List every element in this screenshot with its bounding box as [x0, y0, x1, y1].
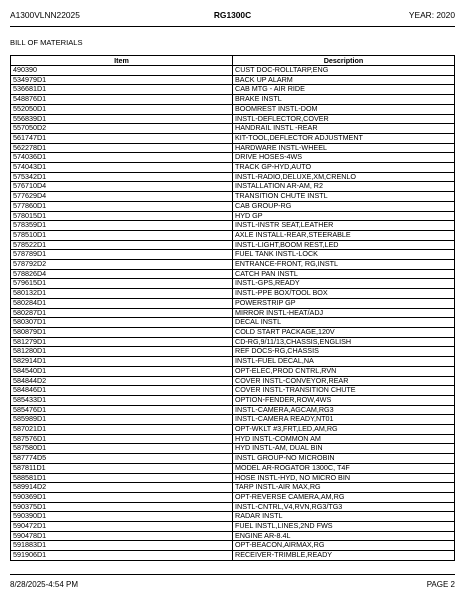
item-description-cell: CUST DOC-ROLLTARP,ENG — [233, 66, 455, 76]
item-number-cell: 490390 — [11, 66, 233, 76]
item-number-cell: 587774D5 — [11, 454, 233, 464]
table-row — [11, 541, 455, 551]
item-description-cell: REF DOCS-RG,CHASSIS — [233, 347, 455, 357]
item-description-cell: INSTL-DEFLECTOR,COVER — [233, 114, 455, 124]
item-description-cell: DRIVE HOSES-4WS — [233, 153, 455, 163]
table-row — [11, 114, 455, 124]
table-row — [11, 298, 455, 308]
item-number-cell: 587811D1 — [11, 463, 233, 473]
item-description-cell: TRANSITION CHUTE INSTL — [233, 192, 455, 202]
item-number-cell: 536681D1 — [11, 85, 233, 95]
table-row — [11, 221, 455, 231]
model-year: YEAR: 2020 — [408, 10, 455, 20]
table-row — [11, 192, 455, 202]
table-row — [11, 425, 455, 435]
item-description-cell: INSTL-PPE BOX/TOOL BOX — [233, 289, 455, 299]
item-number-cell: 552050D1 — [11, 104, 233, 114]
table-row — [11, 240, 455, 250]
table-row — [11, 318, 455, 328]
table-row — [11, 308, 455, 318]
table-row — [11, 182, 455, 192]
item-number-cell: 580879D1 — [11, 327, 233, 337]
item-description-cell: HOSE INSTL-HYD, NO MICRO BIN — [233, 473, 455, 483]
item-number-cell: 575342D1 — [11, 172, 233, 182]
table-body — [11, 66, 455, 561]
item-description-cell: INSTL-INSTR SEAT,LEATHER — [233, 221, 455, 231]
table-row — [11, 366, 455, 376]
item-description-cell: COLD START PACKAGE,120V — [233, 327, 455, 337]
item-number-cell: 548876D1 — [11, 95, 233, 105]
item-number-cell: 588581D1 — [11, 473, 233, 483]
table-row — [11, 143, 455, 153]
bill-of-materials-table — [10, 55, 455, 561]
table-row — [11, 444, 455, 454]
item-number-cell: 581280D1 — [11, 347, 233, 357]
table-row — [11, 483, 455, 493]
item-description-cell: TARP INSTL-AIR MAX,RG — [233, 483, 455, 493]
item-number-cell: 589914D2 — [11, 483, 233, 493]
item-number-cell: 587580D1 — [11, 444, 233, 454]
table-row — [11, 163, 455, 173]
item-description-cell: KIT-TOOL,DEFLECTOR ADJUSTMENT — [233, 133, 455, 143]
item-description-cell: BRAKE INSTL — [233, 95, 455, 105]
column-header-item: Item — [11, 56, 233, 66]
table-row — [11, 376, 455, 386]
item-number-cell: 578510D1 — [11, 230, 233, 240]
item-number-cell: 578522D1 — [11, 240, 233, 250]
item-description-cell: MIRROR INSTL-HEAT/ADJ — [233, 308, 455, 318]
item-number-cell: 578015D1 — [11, 211, 233, 221]
item-number-cell: 590375D1 — [11, 502, 233, 512]
item-description-cell: INSTL-CAMERA,AGCAM,RG3 — [233, 405, 455, 415]
item-description-cell: INSTL-CAMERA READY,NT01 — [233, 415, 455, 425]
item-description-cell: INSTL-FUEL DECAL,NA — [233, 357, 455, 367]
table-row — [11, 512, 455, 522]
item-description-cell: BACK UP ALARM — [233, 75, 455, 85]
table-row — [11, 85, 455, 95]
page-footer — [10, 580, 455, 592]
table-row — [11, 75, 455, 85]
item-description-cell: OPT-ELEC,PROD CNTRL,RVN — [233, 366, 455, 376]
item-number-cell: 578359D1 — [11, 221, 233, 231]
table-row — [11, 104, 455, 114]
table-row — [11, 230, 455, 240]
table-header-row — [11, 56, 455, 66]
item-number-cell: 584844D2 — [11, 376, 233, 386]
item-description-cell: DECAL INSTL — [233, 318, 455, 328]
table-row — [11, 211, 455, 221]
item-number-cell: 580307D1 — [11, 318, 233, 328]
table-row — [11, 201, 455, 211]
item-description-cell: POWERSTRIP GP — [233, 298, 455, 308]
item-number-cell: 580132D1 — [11, 289, 233, 299]
item-description-cell: INSTL GROUP-NO MICROBIN — [233, 454, 455, 464]
item-number-cell: 587576D1 — [11, 434, 233, 444]
table-row — [11, 95, 455, 105]
item-description-cell: OPT-WKLT #3,FRT,LED,AM,RG — [233, 425, 455, 435]
item-number-cell: 579615D1 — [11, 279, 233, 289]
item-description-cell: INSTL-RADIO,DELUXE,XM,CRENLO — [233, 172, 455, 182]
item-description-cell: COVER INSTL-CONVEYOR,REAR — [233, 376, 455, 386]
item-number-cell: 574036D1 — [11, 153, 233, 163]
item-number-cell: 580287D1 — [11, 308, 233, 318]
item-number-cell: 576710D4 — [11, 182, 233, 192]
column-header-description: Description — [233, 56, 455, 66]
item-number-cell: 584846D1 — [11, 386, 233, 396]
item-description-cell: HANDRAIL INSTL -REAR — [233, 124, 455, 134]
item-number-cell: 591906D1 — [11, 551, 233, 561]
document-id: A1300VLNN22025 — [10, 10, 80, 20]
table-row — [11, 551, 455, 561]
item-description-cell: INSTL-GPS,READY — [233, 279, 455, 289]
table-row — [11, 327, 455, 337]
item-description-cell: INSTL-LIGHT,BOOM REST,LED — [233, 240, 455, 250]
item-description-cell: FUEL TANK INSTL-LOCK — [233, 250, 455, 260]
item-number-cell: 590390D1 — [11, 512, 233, 522]
item-description-cell: ENGINE AR-8.4L — [233, 531, 455, 541]
item-description-cell: BOOMREST INSTL-DOM — [233, 104, 455, 114]
footer-divider — [10, 574, 455, 575]
item-description-cell: COVER INSTL-TRANSITION CHUTE — [233, 386, 455, 396]
item-description-cell: FUEL INSTL,LINES,2ND FWS — [233, 522, 455, 532]
item-number-cell: 562278D1 — [11, 143, 233, 153]
item-description-cell: RADAR INSTL — [233, 512, 455, 522]
item-description-cell: OPT-BEACON,AIRMAX,RG — [233, 541, 455, 551]
table-row — [11, 337, 455, 347]
item-number-cell: 577860D1 — [11, 201, 233, 211]
item-description-cell: CAB MTG - AIR RIDE — [233, 85, 455, 95]
table-row — [11, 415, 455, 425]
item-description-cell: OPTION-FENDER,ROW,4WS — [233, 395, 455, 405]
item-description-cell: INSTL-CNTRL,V4,RVN,RG3/TG3 — [233, 502, 455, 512]
item-number-cell: 578792D2 — [11, 260, 233, 270]
table-row — [11, 405, 455, 415]
item-number-cell: 556839D1 — [11, 114, 233, 124]
table-row — [11, 124, 455, 134]
item-number-cell: 585476D1 — [11, 405, 233, 415]
item-number-cell: 577629D4 — [11, 192, 233, 202]
page-header — [10, 10, 455, 22]
item-number-cell: 591883D1 — [11, 541, 233, 551]
item-number-cell: 590472D1 — [11, 522, 233, 532]
table-row — [11, 347, 455, 357]
item-number-cell: 574043D1 — [11, 163, 233, 173]
table-row — [11, 279, 455, 289]
table-row — [11, 133, 455, 143]
item-number-cell: 584540D1 — [11, 366, 233, 376]
item-number-cell: 585433D1 — [11, 395, 233, 405]
table-row — [11, 357, 455, 367]
table-row — [11, 386, 455, 396]
item-number-cell: 582914D1 — [11, 357, 233, 367]
page-number: PAGE 2 — [426, 580, 455, 589]
table-row — [11, 395, 455, 405]
table-row — [11, 269, 455, 279]
header-divider — [10, 26, 455, 27]
item-number-cell: 580284D1 — [11, 298, 233, 308]
item-description-cell: OPT-REVERSE CAMERA,AM,RG — [233, 492, 455, 502]
item-description-cell: HYD INSTL-COMMON AM — [233, 434, 455, 444]
print-timestamp: 8/28/2025-4:54 PM — [10, 580, 79, 589]
item-description-cell: RECEIVER-TRIMBLE,READY — [233, 551, 455, 561]
item-number-cell: 590478D1 — [11, 531, 233, 541]
item-description-cell: HARDWARE INSTL-WHEEL — [233, 143, 455, 153]
item-description-cell: ENTRANCE-FRONT, RG,INSTL — [233, 260, 455, 270]
table-row — [11, 492, 455, 502]
model-title: RG1300C — [213, 10, 252, 20]
item-number-cell: 578826D4 — [11, 269, 233, 279]
item-description-cell: AXLE INSTALL-REAR,STEERABLE — [233, 230, 455, 240]
item-description-cell: TRACK GP-HYD,AUTO — [233, 163, 455, 173]
item-description-cell: MODEL AR-ROGATOR 1300C, T4F — [233, 463, 455, 473]
table-row — [11, 153, 455, 163]
table-row — [11, 522, 455, 532]
item-number-cell: 581279D1 — [11, 337, 233, 347]
item-description-cell: HYD INSTL-AM, DUAL BIN — [233, 444, 455, 454]
item-description-cell: HYD GP — [233, 211, 455, 221]
item-number-cell: 578789D1 — [11, 250, 233, 260]
table-row — [11, 172, 455, 182]
table-row — [11, 289, 455, 299]
table-row — [11, 66, 455, 76]
item-description-cell: CATCH PAN INSTL — [233, 269, 455, 279]
item-number-cell: 561747D1 — [11, 133, 233, 143]
section-title: BILL OF MATERIALS — [10, 38, 83, 47]
table-row — [11, 260, 455, 270]
table-row — [11, 454, 455, 464]
item-description-cell: CD-RG,9/11/13,CHASSIS,ENGLISH — [233, 337, 455, 347]
table-row — [11, 250, 455, 260]
item-description-cell: INSTALLATION AR-AM, R2 — [233, 182, 455, 192]
item-number-cell: 590369D1 — [11, 492, 233, 502]
item-number-cell: 587021D1 — [11, 425, 233, 435]
table-row — [11, 473, 455, 483]
table-row — [11, 463, 455, 473]
item-number-cell: 557050D2 — [11, 124, 233, 134]
table-row — [11, 434, 455, 444]
table-row — [11, 531, 455, 541]
item-number-cell: 585989D1 — [11, 415, 233, 425]
table-row — [11, 502, 455, 512]
item-description-cell: CAB GROUP-RG — [233, 201, 455, 211]
item-number-cell: 534979D1 — [11, 75, 233, 85]
